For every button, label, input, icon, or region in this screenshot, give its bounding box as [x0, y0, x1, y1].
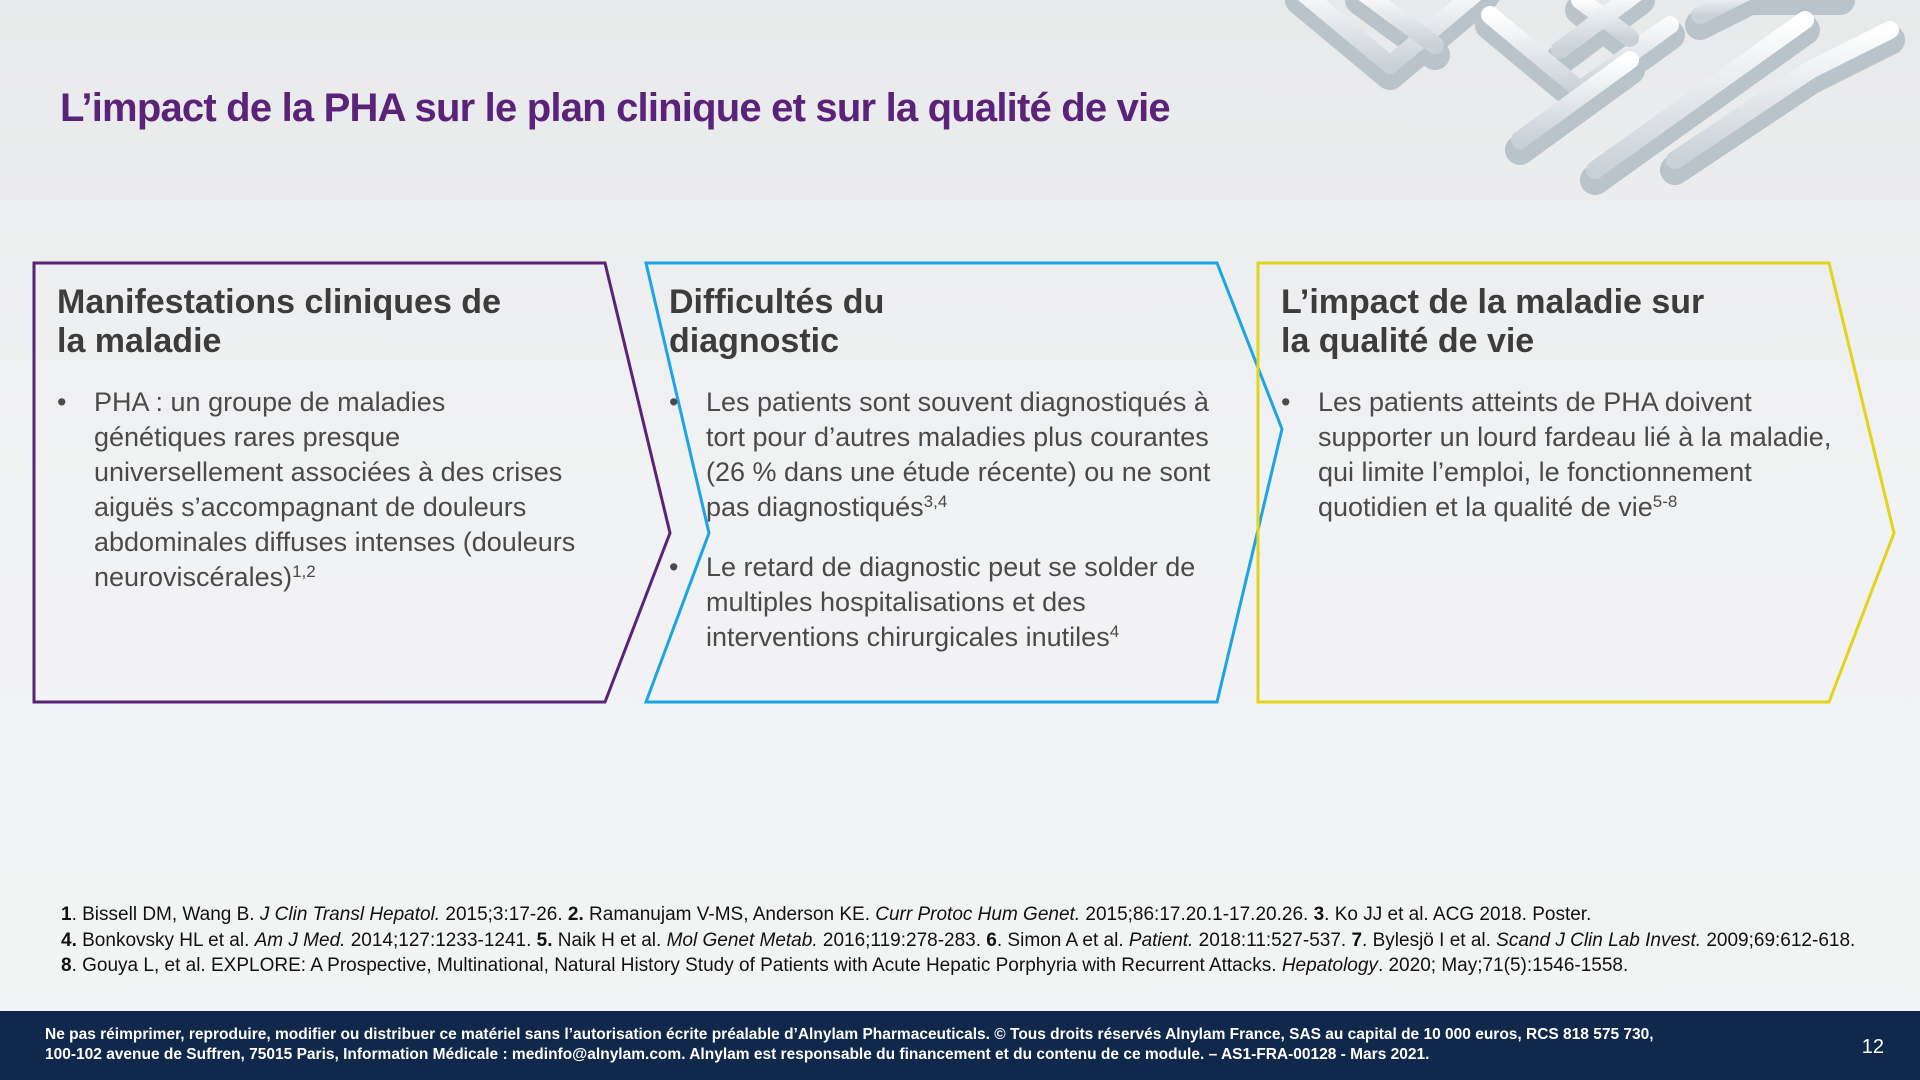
bullet-item	[57, 385, 577, 595]
page-number: 12	[1861, 1036, 1884, 1058]
card-quality-of-life	[1256, 261, 1896, 705]
citation-superscript: 5-8	[1652, 492, 1678, 511]
bullet-text: PHA : un groupe de maladies génétiques rares presque universellement associées à des crises aiguës s’accompagnant de douleurs abdominales diffuses intenses (douleurs neuroviscérales)	[94, 387, 576, 592]
reference-5: 5. Naik H et al. Mol Genet Metab. 2016;119:278-283.	[536, 929, 987, 951]
citation-superscript: 1,2	[292, 562, 316, 581]
card-title	[669, 283, 884, 361]
bullet-item	[669, 385, 1229, 525]
footer-line1: Ne pas réimprimer, reproduire, modifier ou distribuer ce matériel sans l’autorisation écrite préalable d’Alnylam Pharmaceuticals. © Tous droits réservés Alnylam France, SAS au capital de 10 000 euros, RCS 818 575 730,	[45, 1026, 1654, 1043]
bullet-text: Les patients atteints de PHA doivent supporter un lourd fardeau lié à la maladie, qui limite l’emploi, le fonctionnement quotidien et la qualité de vie	[1318, 387, 1832, 522]
citation-superscript: 3,4	[923, 492, 948, 511]
footer-line2: 100-102 avenue de Suffren, 75015 Paris, Information Médicale : medinfo@alnylam.com. Alnylam est responsable du financement et du contenu de ce module. – AS1-FRA-00128 - Mars 2021.	[45, 1046, 1430, 1063]
reference-2: 2. Ramanujam V-MS, Anderson KE. Curr Protoc Hum Genet. 2015;86:17.20.1-17.20.26.	[567, 904, 1314, 925]
card-diagnostic-difficulties	[644, 261, 1284, 705]
citation-superscript: 4	[1109, 622, 1120, 641]
reference-4: 4. Bonkovsky HL et al. Am J Med. 2014;127:1233-1241.	[61, 929, 537, 951]
card-title-line1: Difficultés du	[669, 283, 885, 321]
bullet-text: Le retard de diagnostic peut se solder de multiples hospitalisations et des interventions chirurgicales inutiles	[706, 552, 1196, 652]
references	[61, 902, 1861, 979]
card-title-line2: la maladie	[57, 322, 222, 360]
bullet-list	[1281, 385, 1841, 550]
card-clinical-manifestations	[32, 261, 672, 705]
bullet-list	[669, 385, 1229, 680]
bullet-text: Les patients sont souvent diagnostiqués à tort pour d’autres maladies plus courantes (26 % dans une étude récente) ou ne sont pas diagnostiqués	[706, 387, 1211, 522]
card-title-line2: la qualité de vie	[1281, 322, 1535, 360]
bullet-item	[1281, 385, 1841, 525]
reference-1: 1. Bissell DM, Wang B. J Clin Transl Hepatol. 2015;3:17-26.	[61, 904, 568, 925]
reference-6: 6. Simon A et al. Patient. 2018:11:527-537.	[986, 929, 1352, 951]
card-title-line2: diagnostic	[669, 322, 840, 360]
bullet-item	[669, 550, 1229, 655]
reference-7: 7. Bylesjö I et al. Scand J Clin Lab Invest. 2009;69:612-618.	[1351, 929, 1856, 951]
reference-8: 8. Gouya L, et al. EXPLORE: A Prospective, Multinational, Natural History Study of Patients with Acute Hepatic Porphyria with Recurrent Attacks. Hepatology. 2020; May;71(5):1546-1558.	[61, 955, 1629, 976]
card-title-line1: L’impact de la maladie sur	[1281, 283, 1705, 321]
card-title	[1281, 283, 1704, 361]
reference-3: 3. Ko JJ et al. ACG 2018. Poster.	[1313, 904, 1592, 925]
card-title	[57, 283, 501, 361]
maze-decoration-image	[1280, 0, 1920, 215]
footer-bar	[0, 1011, 1920, 1080]
slide-title: L’impact de la PHA sur le plan clinique et sur la qualité de vie	[60, 86, 1170, 130]
footer-legal-text	[45, 1025, 1785, 1065]
bullet-list	[57, 385, 577, 620]
card-title-line1: Manifestations cliniques de	[57, 283, 501, 321]
